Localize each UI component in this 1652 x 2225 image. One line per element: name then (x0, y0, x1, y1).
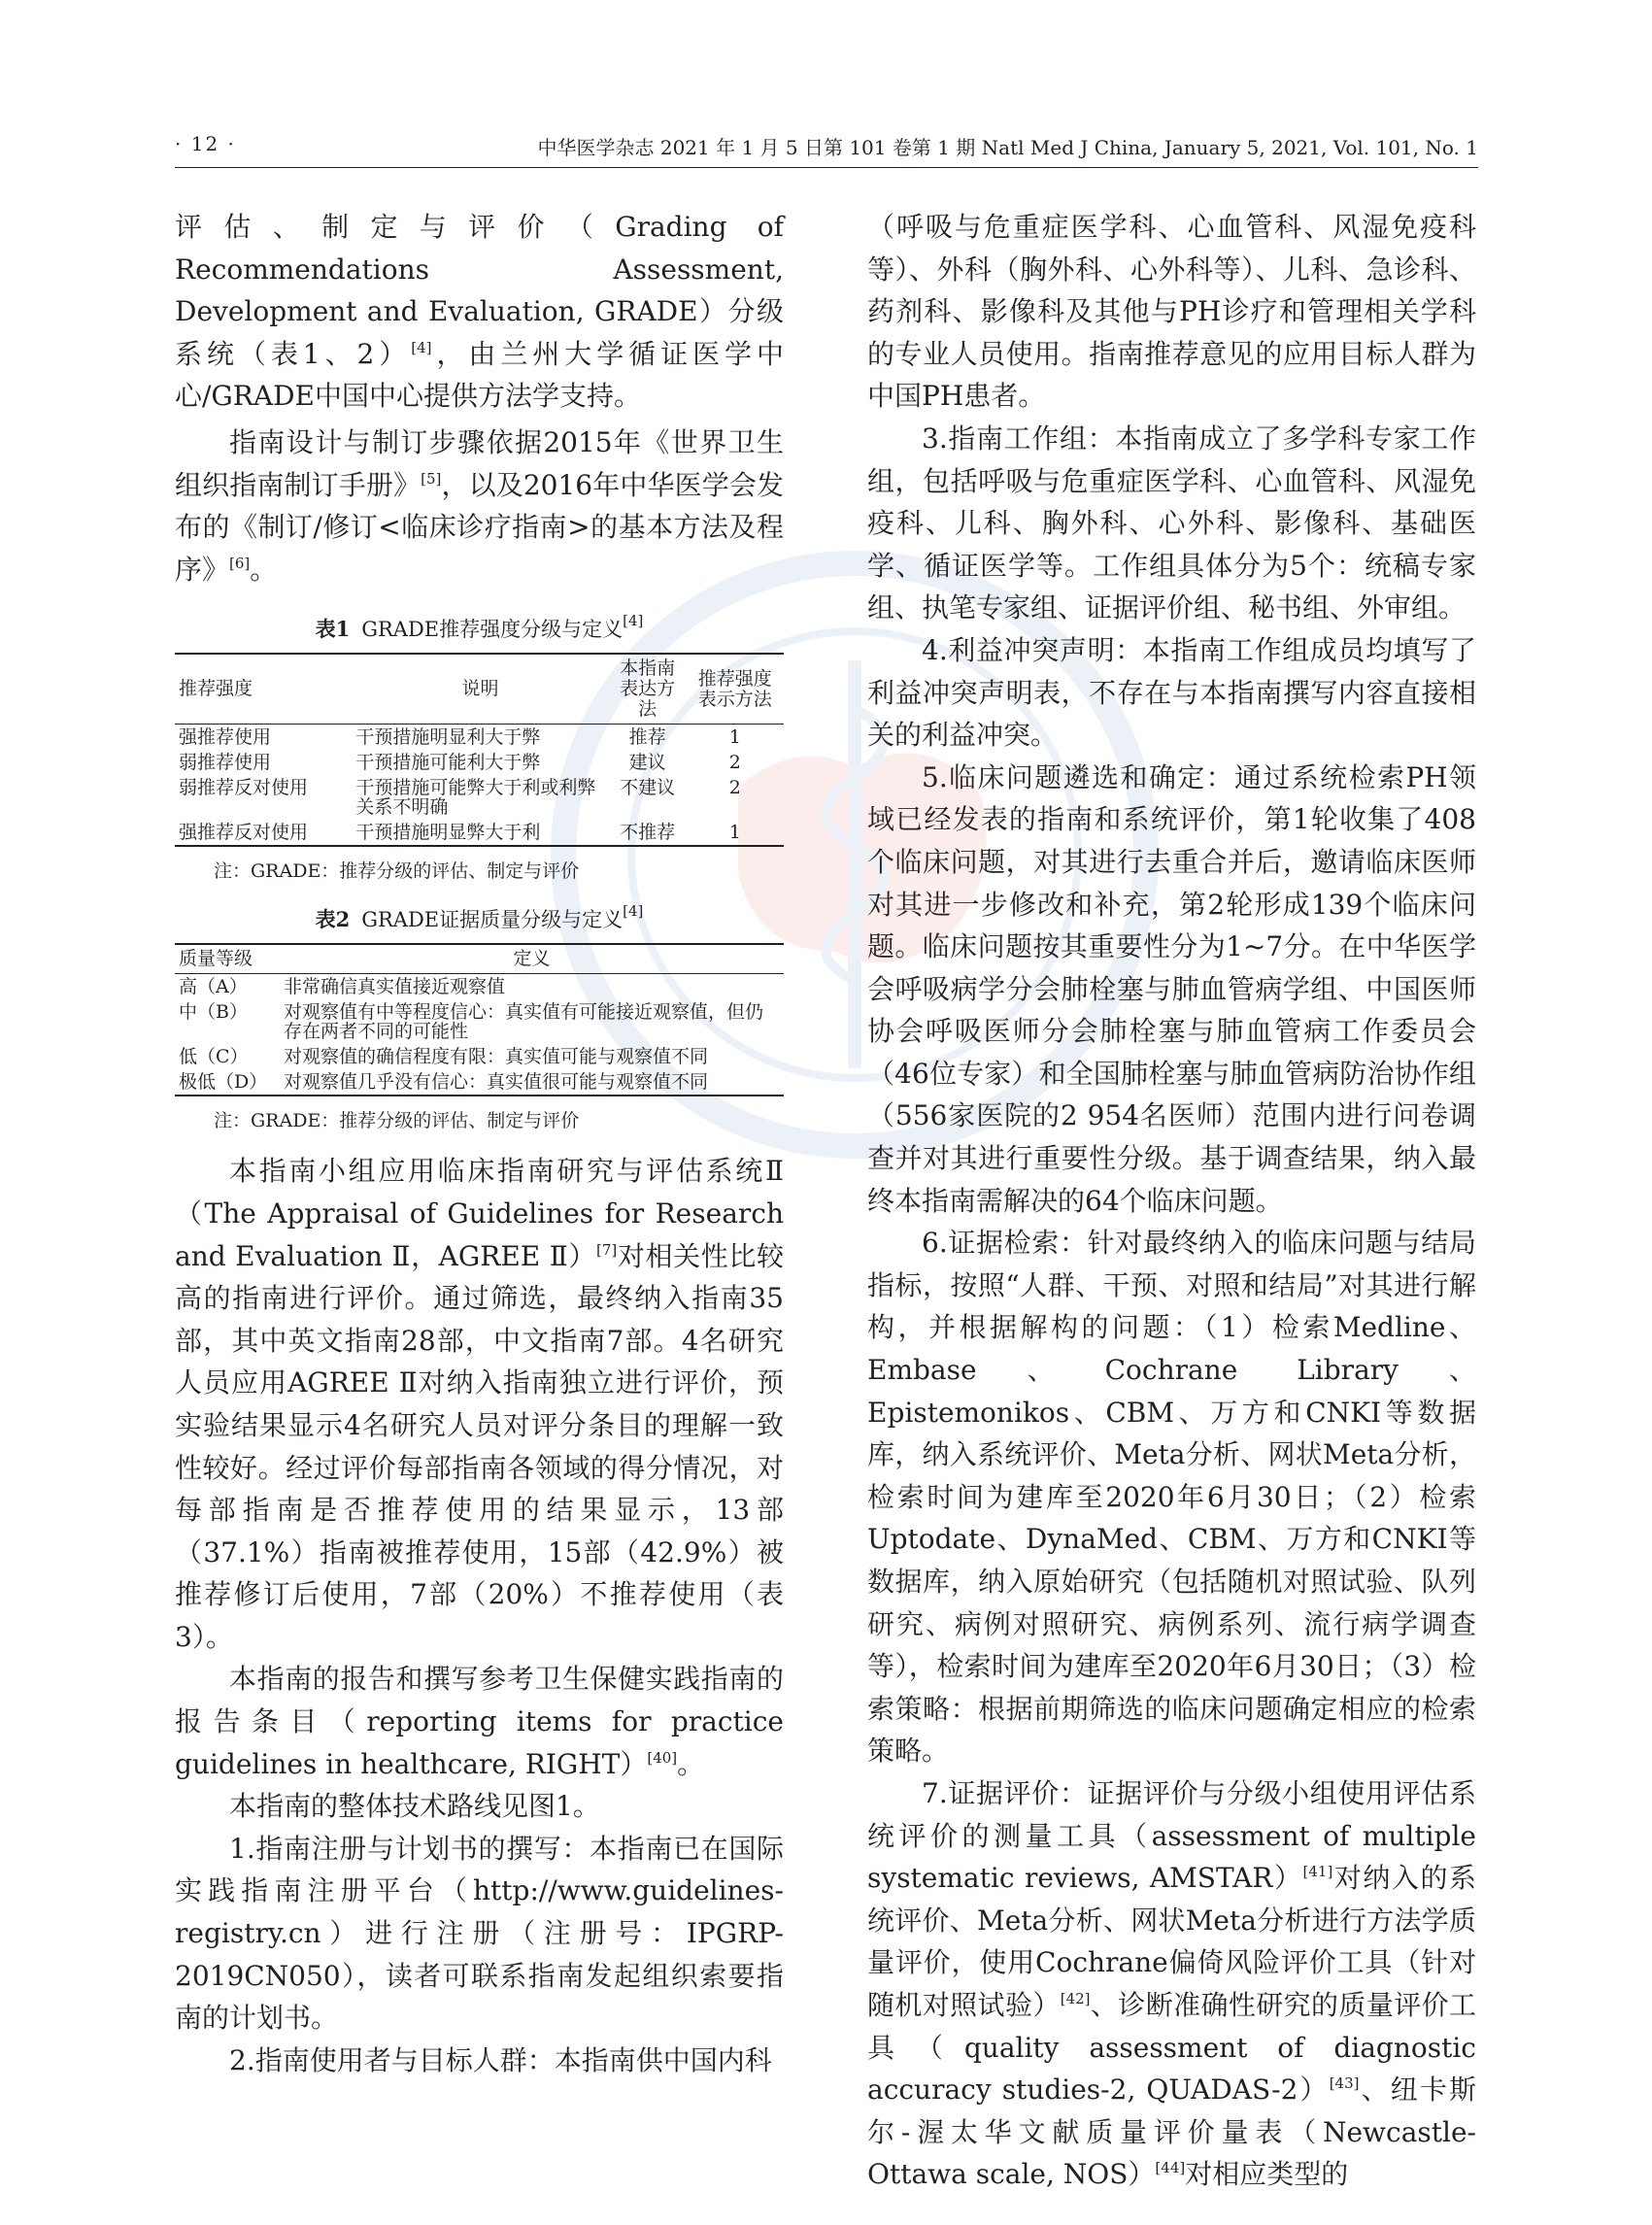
table-header: 推荐强度表示方法 (687, 654, 784, 725)
table-cell: 中（B） (179, 1001, 248, 1024)
table-row (175, 750, 784, 775)
left-column (175, 206, 784, 2081)
table-cell: 干预措施明显弊大于利 (352, 820, 608, 846)
table-cell: 高（A） (179, 976, 248, 998)
paragraph: 6.证据检索：针对最终纳入的临床问题与结局指标，按照“人群、干预、对照和结局”对其进行解构，并根据解构的问题：（1）检索Medline、Embase、Cochrane Library、Epistemonikos、CBM、万方和CNKI等数据库，纳入系统评价、Meta分析、网状Meta分析，检索时间为建库至2020年6月30日；（2）检索Uptodate、DynaMed、CBM、万方和CNKI等数据库，纳入原始研究（包括随机对照试验、队列研究、病例对照研究、病例系列、流行病学调查等），检索时间为建库至2020年6月30日；（3）检索策略：根据前期筛选的临床问题确定相应的检索策略。 (867, 1227, 1476, 1768)
citation-ref[interactable]: [6] (229, 554, 251, 572)
table-cell: 2 (728, 777, 741, 799)
table-cell: 极低（D） (175, 1069, 280, 1096)
paragraph: 4.利益冲突声明：本指南工作组成员均填写了利益冲突声明表，不存在与本指南撰写内容直接相关的利益冲突。 (867, 633, 1476, 752)
table-cell: 强推荐反对使用 (175, 820, 352, 846)
table-cell: 弱推荐使用 (179, 752, 272, 774)
table-row (175, 944, 784, 974)
table-header: 本指南表达方法 (609, 654, 687, 725)
page-number: · 12 · (175, 132, 236, 155)
paragraph: 3.指南工作组：本指南成立了多学科专家工作组，包括呼吸与危重症医学科、心血管科、风湿免疫科、儿科、胸外科、心外科、影像科、基础医学、循证医学等。工作组具体分为5个：统稿专家组、执笔专家组、证据评价组、秘书组、外审组。 (867, 421, 1476, 624)
table-row (175, 775, 784, 820)
table-row (175, 999, 784, 1044)
running-header (175, 128, 1478, 168)
paragraph: 本指南小组应用临床指南研究与评估系统Ⅱ（The Appraisal of Guidelines for Research and Evaluation Ⅱ，AGREE Ⅱ）[7]对相关性比较高的指南进行评价。通过筛选，最终纳入指南35部，其中英文指南28部，中文指南7部。4名研究人员应用AGREE Ⅱ对纳入指南独立进行评价，预实验结果显示4名研究人员对评分条目的理解一致性较好。经过评价每部指南各领域的得分情况，对每部指南是否推荐使用的结果显示，13部（37.1%）指南被推荐使用，15部（42.9%）被推荐修订后使用，7部（20%）不推荐使用（表3）。 (175, 1155, 784, 1653)
citation-ref[interactable]: [7] (596, 1240, 618, 1259)
table-cell: 对观察值有中等程度信心：真实值有可能接近观察值，但仍存在两者不同的可能性 (284, 1001, 764, 1043)
paragraph: 本指南的整体技术路线见图1。 (229, 1790, 600, 1823)
citation-ref[interactable]: [44] (1155, 2159, 1186, 2177)
table-cell: 对观察值几乎没有信心：真实值很可能与观察值不同 (280, 1069, 784, 1096)
table-header: 推荐强度 (175, 654, 352, 725)
table-cell: 1 (728, 726, 741, 749)
table-header: 定义 (280, 944, 784, 974)
table-row (175, 654, 784, 725)
table-cell: 不建议 (620, 777, 676, 799)
table-caption: 表1 GRADE推荐强度分级与定义[4] (315, 612, 644, 642)
table-header: 质量等级 (175, 944, 280, 974)
paragraph: （呼吸与危重症医学科、心血管科、风湿免疫科等）、外科（胸外科、心外科等）、儿科、急诊科、药剂科、影像科及其他与PH诊疗和管理相关学科的专业人员使用。指南推荐意见的应用目标人群为中国PH患者。 (867, 211, 1476, 413)
table-recommendation-strength (175, 653, 784, 847)
table-header: 说明 (352, 654, 608, 725)
table-cell: 低（C） (179, 1046, 249, 1068)
table-cell: 强推荐使用 (179, 726, 272, 749)
table-cell: 推荐 (628, 726, 666, 749)
table-cell: 弱推荐反对使用 (179, 777, 309, 799)
citation-ref[interactable]: [42] (1060, 1989, 1091, 2007)
table-row (175, 820, 784, 846)
table-row (175, 974, 784, 1000)
table-cell: 干预措施可能利大于弊 (355, 752, 541, 774)
table-row (175, 725, 784, 751)
citation-ref[interactable]: [40] (647, 1748, 678, 1767)
table-cell: 对观察值的确信程度有限：真实值可能与观察值不同 (284, 1046, 709, 1068)
paragraph: 5.临床问题遴选和确定：通过系统检索PH领域已经发表的指南和系统评价，第1轮收集了408个临床问题，对其进行去重合并后，邀请临床医师对其进一步修改和补充，第2轮形成139个临床问题。临床问题按其重要性分为1~7分。在中华医学会呼吸病学分会肺栓塞与肺血管病学组、中国医师协会呼吸医师分会肺栓塞与肺血管病工作委员会（46位专家）和全国肺栓塞与肺血管病防治协作组（556家医院的2 954名医师）范围内进行问卷调查并对其进行重要性分级。基于调查结果，纳入最终本指南需解决的64个临床问题。 (867, 760, 1476, 1217)
table-note: 注：GRADE：推荐分级的评估、制定与评价 (214, 1110, 580, 1132)
paragraph: 本指南的报告和撰写参考卫生保健实践指南的报告条目（reporting items for practice guidelines in healthcare, RIGHT）[40]。 (175, 1663, 784, 1780)
table-cell: 干预措施可能弊大于利或利弊关系不明确 (355, 777, 596, 819)
table-row (175, 1069, 784, 1096)
right-column (867, 206, 1476, 2196)
table-caption: 表2 GRADE证据质量分级与定义[4] (315, 902, 644, 932)
citation-ref[interactable]: [4] (411, 338, 432, 356)
paragraph: 1.指南注册与计划书的撰写：本指南已在国际实践指南注册平台（http://www.guidelines-registry.cn）进行注册（注册号：IPGRP-2019CN050），读者可联系指南发起组织索要指南的计划书。 (175, 1832, 784, 2035)
citation-ref[interactable]: [43] (1329, 2074, 1360, 2093)
table-note: 注：GRADE：推荐分级的评估、制定与评价 (214, 860, 580, 883)
paragraph: 评估、制定与评价（Grading of Recommendations Assessment, Development and Evaluation, GRADE）分级系统（表1、2）[4]，由兰州大学循证医学中心/GRADE中国中心提供方法学支持。 (175, 211, 784, 413)
table-cell: 2 (728, 752, 741, 774)
table-cell: 非常确信真实值接近观察值 (284, 976, 506, 998)
table-row (175, 1044, 784, 1069)
citation-ref[interactable]: [5] (421, 469, 442, 488)
paragraph: 7.证据评价：证据评价与分级小组使用评估系统评价的测量工具（assessment of multiple systematic reviews, AMSTAR）[41]对纳入的系统评价、Meta分析、网状Meta分析进行方法学质量评价，使用Cochrane偏倚风险评价工具（针对随机对照试验）[42]、诊断准确性研究的质量评价工具（quality assessment of diagnostic accuracy studies-2, QUADAS-2）[43]、纽卡斯尔-渥太华文献质量评价量表（Newcastle-Ottawa scale, NOS）[44]对相应类型的 (867, 1776, 1476, 2191)
table-cell: 干预措施明显利大于弊 (355, 726, 541, 749)
table-cell: 建议 (628, 752, 666, 774)
citation-ref[interactable]: [41] (1302, 1863, 1333, 1881)
paragraph: 2.指南使用者与目标人群：本指南供中国内科 (229, 2043, 772, 2076)
journal-citation: 中华医学杂志 2021 年 1 月 5 日第 101 卷第 1 期 Natl Med J China, January 5, 2021, Vol. 101, No. 1 (537, 136, 1478, 159)
table-evidence-quality (175, 943, 784, 1096)
paragraph: 指南设计与制订步骤依据2015年《世界卫生组织指南制订手册》[5]，以及2016年中华医学会发布的《制订/修订<临床诊疗指南>的基本方法及程序》[6]。 (175, 425, 784, 586)
table-cell: 不推荐 (609, 820, 687, 846)
table-cell: 1 (687, 820, 784, 846)
